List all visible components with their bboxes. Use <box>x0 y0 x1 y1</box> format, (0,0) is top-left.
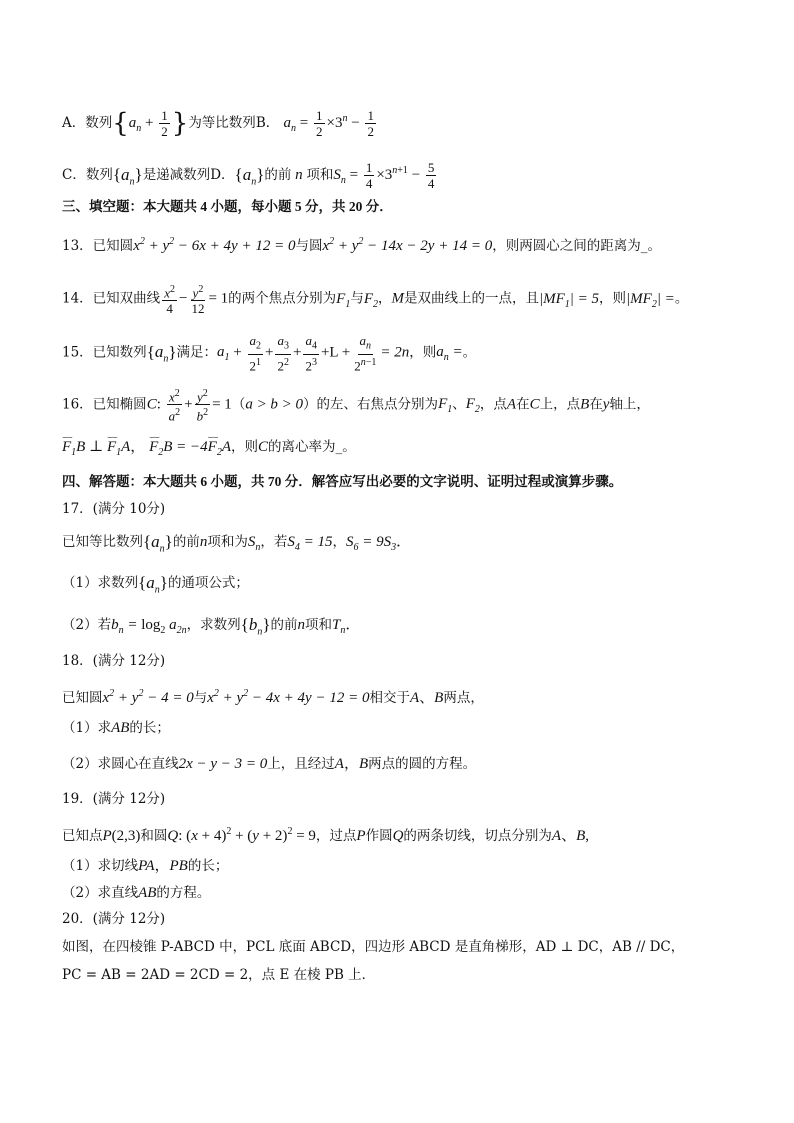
math: AB <box>111 720 130 736</box>
q16-mid8: 轴上， <box>609 396 650 413</box>
q17-part-2 <box>62 615 360 642</box>
q18-stem-3: 相交于 <box>369 690 410 706</box>
fraction: $\frac{x^2}{a^2}$ <box>168 388 181 424</box>
math: ， <box>343 756 359 772</box>
section-3-title: 三、填空题：本大题共 4 小题，每小题 5 分，共 20 分． <box>62 199 393 214</box>
q18-stem-2: 与 <box>193 690 208 706</box>
q14-mid: 的两个焦点分别为 <box>228 290 337 307</box>
q16-mid5: 在 <box>516 396 530 413</box>
math: = <box>345 167 362 183</box>
q16-num: 16．已知椭圆 <box>62 396 147 413</box>
q20-line-2: PC = AB = 2AD = 2CD = 2，点 E 在棱 PB 上． <box>62 967 376 983</box>
left-brace: { <box>112 108 129 139</box>
math: $\log_2$ <box>141 617 166 636</box>
math: n <box>291 167 307 183</box>
math: A <box>409 690 420 706</box>
math: + <box>265 344 274 361</box>
q19-stem-4: 作圆 <box>365 828 393 844</box>
math: +L + <box>320 344 351 361</box>
math: , <box>585 828 590 844</box>
math: $S_n$ <box>333 167 346 186</box>
math: B <box>434 690 444 706</box>
q14-mid3: 是双曲线上的一点，且 <box>404 290 539 307</box>
math: B <box>580 396 590 413</box>
math: $a_{2n}$ <box>169 617 187 636</box>
math: $x^2 + y^2 - 6x + 4y + 12 = 0$ <box>133 236 296 254</box>
fraction: $\frac{a_4}{2^3}$ <box>305 333 317 373</box>
math: : $(x + 4)^2 + (y + 2)^2 = 9$ <box>178 826 316 844</box>
option-d-text: 的前 <box>264 167 292 183</box>
q14-and: 与 <box>350 290 364 307</box>
math: $\{a_n\}$ <box>138 573 168 596</box>
q18-stem <box>62 684 484 708</box>
fraction: $\frac{1}{2}$ <box>316 108 323 139</box>
fraction: $\frac{1}{4}$ <box>365 160 373 191</box>
math: AB <box>138 885 157 901</box>
math: C <box>146 396 157 413</box>
math: $\{b_n\}$ <box>240 615 271 638</box>
q19-p1b: 的长； <box>187 858 229 874</box>
math: $S_4 = 15$ <box>287 534 333 553</box>
math: PA <box>138 858 155 874</box>
math: − <box>178 290 188 307</box>
math: B <box>576 828 586 844</box>
math: B <box>358 756 369 772</box>
q19-p1: （1）求切线 <box>62 858 139 874</box>
q17-stem-5: ， <box>332 534 346 550</box>
math: $\times 3^n$ − <box>326 113 364 131</box>
fraction: $\frac{1}{2}$ <box>161 108 168 139</box>
math: A <box>506 396 517 413</box>
math: $T_n$ <box>331 617 346 636</box>
math: $a_n$ <box>128 115 142 134</box>
q14-num: 14．已知双曲线 <box>62 290 161 307</box>
math: $S_6 = 9S_3$ <box>345 534 397 553</box>
q15-end2: 。 <box>462 344 477 361</box>
math: $|MF_2|$ = <box>626 290 675 310</box>
math: C <box>258 439 269 455</box>
q19-stem-5: 的两条切线，切点分别为 <box>403 828 552 844</box>
q20-line-1: 如图，在四棱锥 P-ABCD 中，PCL 底面 ABCD，四边形 ABCD 是直角梯形，AD ⊥ DC，AB // DC， <box>62 939 685 955</box>
math: $x^2 + y^2 - 4 = 0$ <box>102 688 194 706</box>
q18-p2b: 上，且经过 <box>267 756 335 772</box>
q16-mid3: 、 <box>452 396 466 413</box>
math: C <box>529 396 540 413</box>
q16-l2-end2: 的离心率为_。 <box>268 439 356 455</box>
math: = <box>296 115 312 131</box>
option-a-text: 为等比数列 <box>188 115 256 131</box>
q18-p1: （1）求 <box>62 720 112 736</box>
math: $\{a_n\}$ <box>146 342 177 365</box>
question-15 <box>62 333 476 373</box>
q19-p2: （2）求直线 <box>62 885 139 901</box>
q17-stem-3: 项和为 <box>207 534 248 550</box>
math: ， <box>154 858 170 874</box>
q19-stem <box>62 822 589 846</box>
q19-part-2 <box>62 883 210 903</box>
q13-mid: 与圆 <box>295 238 323 254</box>
q17-stem <box>62 532 411 559</box>
q17-p2: （2）若 <box>62 617 112 633</box>
fraction: $\frac{5}{4}$ <box>427 160 435 191</box>
q18-stem-4: 两点， <box>443 690 484 706</box>
math: $\{a_n\}$ <box>112 165 143 188</box>
fraction: $\frac{a_3}{2^2}$ <box>277 333 289 373</box>
q18-stem-1: 已知圆 <box>62 690 103 706</box>
q13-end: ，则两圆心之间的距离为_。 <box>492 238 661 254</box>
math: y <box>602 396 610 413</box>
math: PB <box>169 858 188 874</box>
math: P <box>102 828 112 844</box>
option-b-label: B． <box>255 115 280 131</box>
q17-stem-2: 的前 <box>172 534 200 550</box>
q18-p2: （2）求圆心在直线 <box>62 756 179 772</box>
fraction: $\frac{1}{2}$ <box>367 108 374 139</box>
math: + <box>292 344 302 361</box>
q15-end: ，则 <box>409 344 437 361</box>
q18-p2c: 两点的圆的方程。 <box>368 756 477 772</box>
q14-mid2: ， <box>378 290 392 307</box>
q16-mid2: ）的左、右焦点分别为 <box>303 396 439 413</box>
math: = 2n <box>380 344 410 361</box>
math: + <box>229 344 246 361</box>
math: ， <box>130 439 150 455</box>
math: $x^2 + y^2 - 4x + 4y - 12 = 0$ <box>207 688 370 706</box>
q19-part-1 <box>62 856 228 876</box>
q19-stem-1: 已知点 <box>62 828 103 844</box>
math: ． <box>396 534 412 550</box>
q17-part-1 <box>62 573 249 600</box>
q17-p1: （1）求数列 <box>62 575 139 591</box>
q19-stem-2: 和圆 <box>140 828 168 844</box>
q16-mid4: ，点 <box>479 396 507 413</box>
math: ． <box>345 617 361 633</box>
math: M <box>391 290 404 307</box>
option-c-d-line <box>62 160 438 192</box>
math: n <box>297 617 305 633</box>
math: ⌣⌣ $F_2B$ = −4⌣⌣ $F_2A$ <box>149 439 231 455</box>
math: $S_n$ <box>247 534 261 553</box>
math: A <box>551 828 562 844</box>
q18-part-2 <box>62 754 476 774</box>
math: A <box>334 756 344 772</box>
q16-l2-end: ，则 <box>231 439 258 455</box>
fraction: $\frac{x^2}{4}$ <box>164 284 175 317</box>
q15-num: 15．已知数列 <box>62 344 147 361</box>
math: $a_n$ <box>283 115 297 134</box>
math: $a_n$ = <box>436 344 463 364</box>
q14-end: 。 <box>674 290 689 307</box>
math: : <box>156 396 165 413</box>
q16-mid7: 在 <box>589 396 603 413</box>
q18-head: 18．(满分 12分) <box>62 653 166 669</box>
fraction: $\frac{a_n}{2^{n-1}}$ <box>354 333 377 373</box>
math: = 1 <box>208 290 229 307</box>
math: $|MF_1| = 5$ <box>539 290 600 310</box>
fraction: $\frac{a_2}{2^1}$ <box>249 333 261 373</box>
q18-p1b: 的长； <box>129 720 170 736</box>
option-a-b-line <box>62 108 378 139</box>
math: $\{a_n\}$ <box>143 532 173 555</box>
math: = 1 <box>212 396 232 413</box>
question-16-line-1 <box>62 386 650 424</box>
q15-mid: 满足： <box>176 344 218 361</box>
question-16-line-2 <box>62 437 356 463</box>
q19-stem-3: ，过点 <box>315 828 357 844</box>
math: $F_2$ <box>363 290 378 310</box>
math: $x^2 + y^2 - 14x - 2y + 14 = 0$ <box>322 236 493 254</box>
math: ⌣⌣ $F_1B$ ⊥ ⌣⌣ $F_1A$ <box>62 439 130 455</box>
option-c-text: 是递减数列 <box>142 167 211 183</box>
math: + <box>184 396 193 413</box>
math: $F_1$ <box>438 396 453 416</box>
math: $\{a_n\}$ <box>234 165 265 188</box>
q13-num: 13．已知圆 <box>62 238 134 254</box>
q16-mid: （ <box>231 396 246 413</box>
math: Q <box>392 828 404 844</box>
question-13 <box>62 232 661 256</box>
math: $a_1$ <box>217 344 230 364</box>
q16-mid6: 上，点 <box>539 396 581 413</box>
q19-head: 19．(满分 12分) <box>62 791 166 807</box>
q20-head: 20．(满分 12分) <box>62 911 166 927</box>
math: n <box>199 534 208 550</box>
math: $\times 3^{n+1}$ − <box>376 165 424 183</box>
q17-head: 17．(满分 10分) <box>62 501 166 517</box>
math: Q <box>167 828 179 844</box>
option-c-label: C．数列 <box>62 167 113 183</box>
q17-p2d: 项和 <box>304 617 332 633</box>
q17-p1b: 的通项公式； <box>167 575 249 591</box>
q18-part-1 <box>62 718 170 738</box>
math: 、 <box>419 690 435 706</box>
q14-mid4: ，则 <box>599 290 627 307</box>
math: $F_2$ <box>465 396 480 416</box>
section-4-title: 四、解答题：本大题共 6 小题，共 70 分．解答应写出必要的文字说明、证明过程或演算步骤。 <box>62 474 623 489</box>
q19-p2b: 的方程。 <box>156 885 211 901</box>
math: $b_n$ = <box>111 617 142 636</box>
q17-stem-4: ，若 <box>260 534 288 550</box>
q17-p2c: 的前 <box>270 617 298 633</box>
math: 2x − y − 3 = 0 <box>178 756 268 772</box>
question-14 <box>62 282 688 316</box>
fraction: $\frac{y^2}{b^2}$ <box>196 388 209 424</box>
math: a > b > 0 <box>245 396 304 413</box>
math: 、 <box>561 828 577 844</box>
math: (2,3) <box>111 828 141 844</box>
math: P <box>356 828 366 844</box>
option-d-label: D． <box>210 167 235 183</box>
math: $F_1$ <box>336 290 351 310</box>
option-a-label: A．数列 <box>62 115 113 131</box>
right-brace: } <box>171 108 189 139</box>
option-d-text2: 项和 <box>306 167 334 183</box>
math: + <box>141 115 158 131</box>
q17-stem-1: 已知等比数列 <box>62 534 143 550</box>
fraction: $\frac{y^2}{12}$ <box>191 284 205 317</box>
q17-p2b: ，求数列 <box>186 617 241 633</box>
